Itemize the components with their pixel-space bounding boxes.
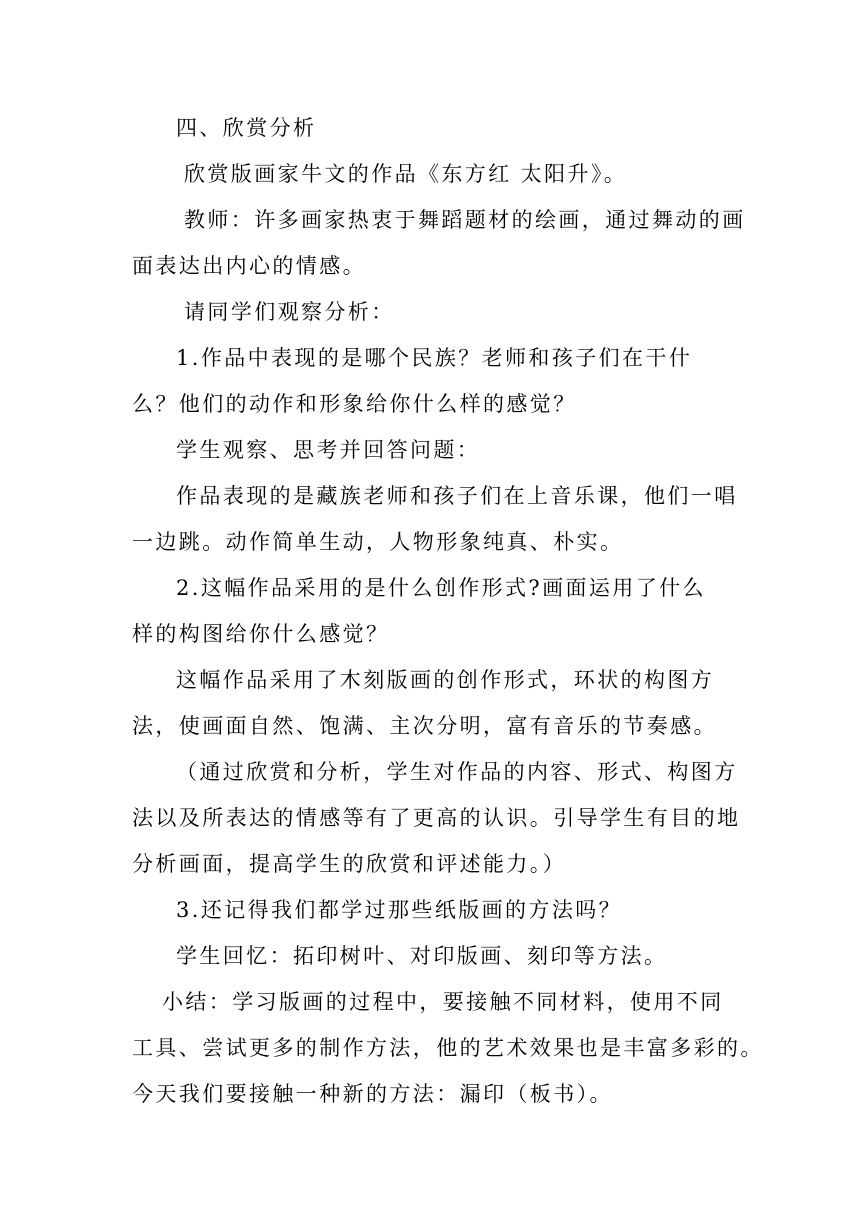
question-line: 么？他们的动作和形象给你什么样的感觉？ — [132, 392, 577, 416]
paragraph-line: 学生观察、思考并回答问题： — [176, 438, 481, 462]
summary-line: 小结：学习版画的过程中，要接触不同材料，使用不同 — [162, 990, 724, 1014]
paragraph-line: 这幅作品采用了木刻版画的创作形式，环状的构图方 — [176, 668, 715, 692]
summary-line: 今天我们要接触一种新的方法：漏印（板书）。 — [132, 1082, 613, 1106]
paragraph-line: 请同学们观察分析： — [184, 300, 395, 324]
paragraph-line: 作品表现的是藏族老师和孩子们在上音乐课，他们一唱 — [176, 484, 738, 508]
summary-line: 工具、尝试更多的制作方法，他的艺术效果也是丰富多彩的。 — [132, 1036, 764, 1060]
paragraph-line: 面表达出内心的情感。 — [132, 254, 366, 278]
question-line: 3.还记得我们都学过那些纸版画的方法吗？ — [176, 898, 623, 922]
paragraph-line: 分析画面，提高学生的欣赏和评述能力。） — [132, 852, 567, 876]
paragraph-line: 一边跳。动作简单生动，人物形象纯真、朴实。 — [132, 530, 624, 554]
question-line: 样的构图给你什么感觉？ — [132, 622, 390, 646]
paragraph-line: 学生回忆：拓印树叶、对印版画、刻印等方法。 — [176, 944, 668, 968]
question-line: 1.作品中表现的是哪个民族？老师和孩子们在干什 — [176, 346, 693, 370]
paragraph-line: （通过欣赏和分析，学生对作品的内容、形式、构图方 — [176, 760, 738, 784]
paragraph-line: 教师：许多画家热衷于舞蹈题材的绘画，通过舞动的画 — [184, 208, 746, 232]
section-heading: 四、欣赏分析 — [176, 116, 317, 140]
paragraph-line: 欣赏版画家牛文的作品《东方红 太阳升》。 — [184, 162, 628, 186]
question-line: 2.这幅作品采用的是什么创作形式?画面运用了什么 — [176, 576, 706, 600]
paragraph-line: 法，使画面自然、饱满、主次分明，富有音乐的节奏感。 — [132, 714, 717, 738]
paragraph-line: 法以及所表达的情感等有了更高的认识。引导学生有目的地 — [132, 806, 741, 830]
